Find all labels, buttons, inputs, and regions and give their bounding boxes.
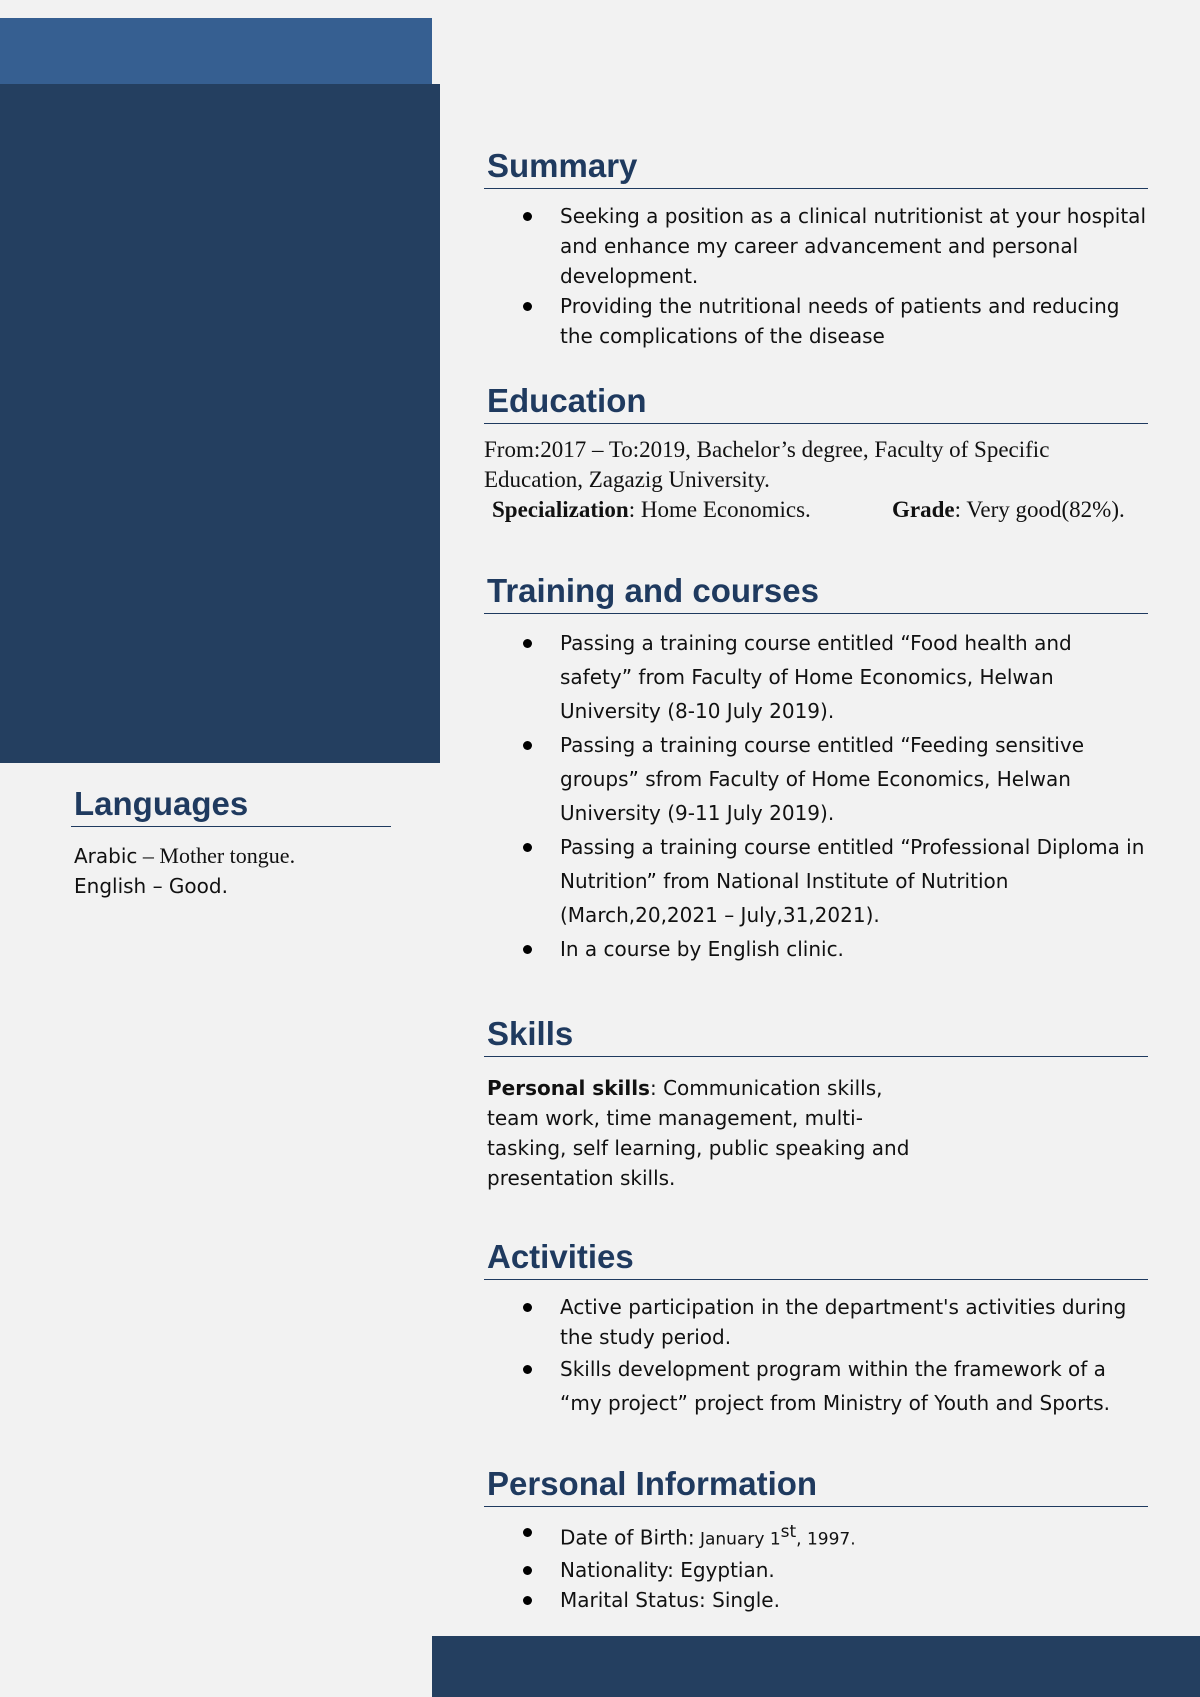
list-item: Nationality: Egyptian. bbox=[560, 1555, 1148, 1585]
personal-info-heading: Personal Information bbox=[484, 1466, 1148, 1507]
skills-text: Personal skills: Communication skills, team work, time management, multi-tasking, self learning, public speaking and presentation skills. bbox=[487, 1076, 910, 1191]
bullet-icon bbox=[523, 212, 532, 221]
skills-heading: Skills bbox=[484, 1016, 1148, 1057]
bullet-icon bbox=[523, 1596, 532, 1605]
activities-list bbox=[484, 1292, 1148, 1420]
list-item: Passing a training course entitled “Food health and safety” from Faculty of Home Economics, Helwan University (8-10 July 2019). bbox=[560, 626, 1148, 728]
education-line: From:2017 – To:2019, Bachelor’s degree, Faculty of Specific Education, Zagazig University. bbox=[484, 437, 1050, 493]
bullet-icon bbox=[523, 1566, 532, 1575]
bullet-icon bbox=[523, 1365, 532, 1374]
list-item: Providing the nutritional needs of patients and reducing the complications of the disease bbox=[560, 291, 1148, 351]
bullet-icon bbox=[523, 945, 532, 954]
bullet-icon bbox=[523, 843, 532, 852]
list-item: Passing a training course entitled “Feeding sensitive groups” sfrom Faculty of Home Economics, Helwan University (9-11 July 2019). bbox=[560, 728, 1148, 830]
bullet-icon bbox=[523, 1528, 532, 1537]
languages-section bbox=[71, 786, 391, 901]
summary-section bbox=[484, 148, 1148, 351]
bullet-icon bbox=[523, 1303, 532, 1312]
bottom-accent-bar bbox=[432, 1636, 1200, 1697]
top-accent-stripe bbox=[0, 18, 432, 84]
bullet-icon bbox=[523, 639, 532, 648]
list-item: Date of Birth: January 1st, 1997. bbox=[560, 1517, 1148, 1555]
sidebar-panel bbox=[0, 84, 440, 763]
languages-heading: Languages bbox=[71, 786, 391, 827]
education-heading: Education bbox=[484, 383, 1148, 424]
skills-section bbox=[484, 1016, 1148, 1193]
activities-heading: Activities bbox=[484, 1239, 1148, 1280]
training-list bbox=[484, 626, 1148, 966]
training-section bbox=[484, 573, 1148, 966]
training-heading: Training and courses bbox=[484, 573, 1148, 614]
summary-heading: Summary bbox=[484, 148, 1148, 189]
list-item: Passing a training course entitled “Professional Diploma in Nutrition” from National Institute of Nutrition (March,20,2021 – July,31,2021). bbox=[560, 830, 1148, 932]
bullet-icon bbox=[523, 302, 532, 311]
personal-info-section bbox=[484, 1466, 1148, 1615]
language-english: English – Good. bbox=[74, 874, 228, 899]
activities-section bbox=[484, 1239, 1148, 1420]
list-item: Skills development program within the framework of a “my project” project from Ministry of Youth and Sports. bbox=[560, 1352, 1148, 1420]
specialization-field: Specialization: Home Economics. bbox=[492, 497, 811, 523]
list-item: Marital Status: Single. bbox=[560, 1585, 1148, 1615]
list-item: In a course by English clinic. bbox=[560, 932, 1148, 966]
summary-list bbox=[484, 201, 1148, 351]
grade-field: Grade: Very good(82%). bbox=[892, 497, 1125, 523]
languages-list bbox=[71, 841, 391, 901]
education-details bbox=[484, 495, 1148, 525]
list-item: Seeking a position as a clinical nutritionist at your hospital and enhance my career advancement and personal development. bbox=[560, 201, 1148, 291]
language-arabic: Arabic – Mother tongue. bbox=[74, 843, 296, 869]
education-section bbox=[484, 383, 1148, 525]
bullet-icon bbox=[523, 741, 532, 750]
personal-info-list bbox=[484, 1517, 1148, 1615]
list-item: Active participation in the department's activities during the study period. bbox=[560, 1292, 1148, 1352]
